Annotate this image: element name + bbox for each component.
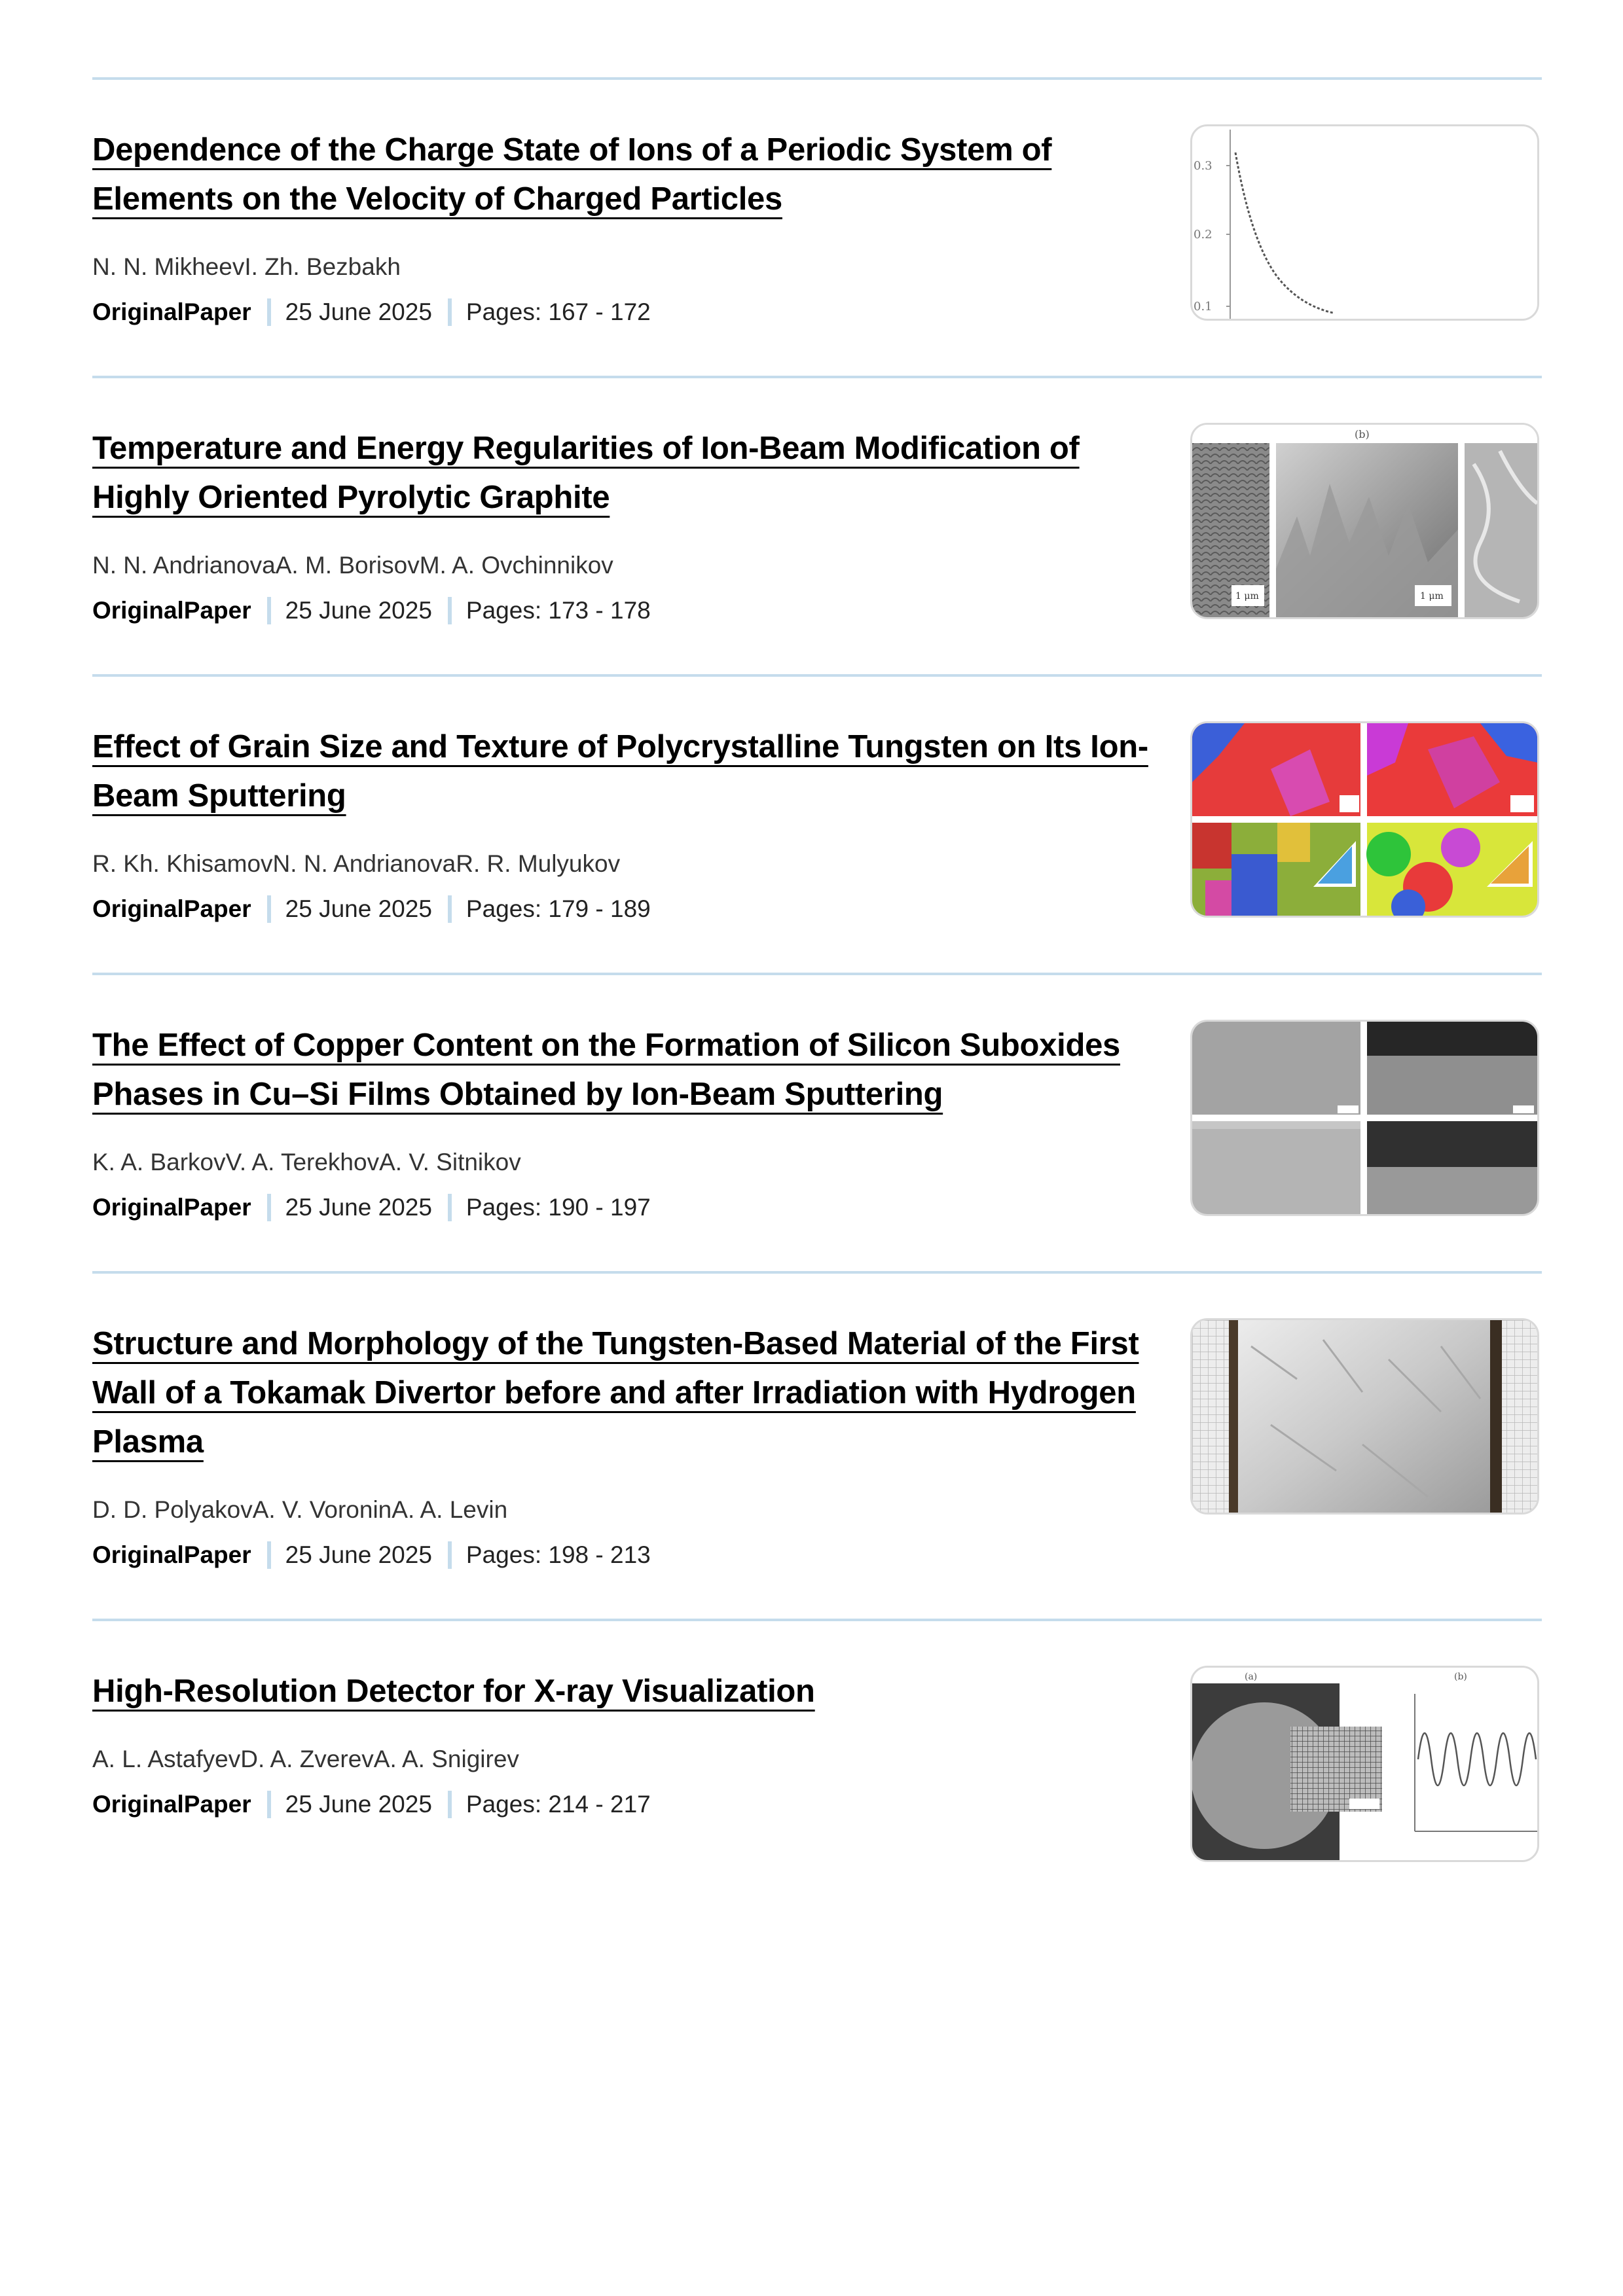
article-type: OriginalPaper bbox=[92, 597, 251, 624]
meta-separator bbox=[448, 298, 452, 326]
tungsten-surface-photo bbox=[1192, 1320, 1537, 1513]
meta-separator bbox=[267, 597, 271, 624]
meta-separator bbox=[448, 1541, 452, 1569]
article-item bbox=[92, 1274, 1542, 1619]
article-date: 25 June 2025 bbox=[285, 597, 432, 624]
article-item bbox=[92, 80, 1542, 376]
article-meta bbox=[92, 298, 1173, 326]
meta-separator bbox=[267, 895, 271, 923]
article-date: 25 June 2025 bbox=[285, 1194, 432, 1221]
article-text bbox=[92, 126, 1173, 326]
article-text bbox=[92, 723, 1173, 923]
meta-separator bbox=[267, 1541, 271, 1569]
article-text bbox=[92, 1021, 1173, 1221]
article-authors: A. L. AstafyevD. A. ZverevA. A. Snigirev bbox=[92, 1746, 519, 1772]
article-thumbnail[interactable] bbox=[1190, 1666, 1539, 1862]
article-item bbox=[92, 975, 1542, 1271]
article-authors: K. A. BarkovV. A. TerekhovA. V. Sitnikov bbox=[92, 1149, 521, 1175]
article-meta bbox=[92, 597, 1173, 624]
xray-detector-image-and-profile bbox=[1192, 1668, 1537, 1860]
article-meta bbox=[92, 895, 1173, 923]
article-title-link[interactable]: Temperature and Energy Regularities of Ion-Beam Modification of Highly Oriented Pyrolytic Graphite bbox=[92, 431, 1080, 515]
article-thumbnail[interactable] bbox=[1190, 721, 1539, 918]
cu-si-film-sem-images bbox=[1192, 1022, 1537, 1214]
meta-separator bbox=[448, 1791, 452, 1818]
article-thumbnail[interactable] bbox=[1190, 1020, 1539, 1216]
charge-state-curve-plot bbox=[1192, 126, 1537, 319]
tick-label: 0.3 bbox=[1194, 159, 1213, 173]
article-thumbnail[interactable] bbox=[1190, 124, 1539, 321]
meta-separator bbox=[448, 895, 452, 923]
article-authors: D. D. PolyakovA. V. VoroninA. A. Levin bbox=[92, 1496, 508, 1523]
article-text bbox=[92, 1319, 1173, 1569]
article-pages: Pages: 179 - 189 bbox=[465, 895, 651, 922]
article-pages: Pages: 173 - 178 bbox=[465, 597, 651, 624]
article-text bbox=[92, 1667, 1173, 1818]
article-title-link[interactable]: The Effect of Copper Content on the Formation of Silicon Suboxides Phases in Cu–Si Films Obtained by Ion-Beam Sputtering bbox=[92, 1028, 1120, 1112]
article-text bbox=[92, 424, 1173, 624]
article-thumbnail[interactable] bbox=[1190, 1318, 1539, 1515]
scale-bar-label: 1 μm bbox=[1235, 591, 1259, 601]
article-title-link[interactable]: Effect of Grain Size and Texture of Polycrystalline Tungsten on Its Ion-Beam Sputtering bbox=[92, 729, 1148, 814]
article-authors: N. N. MikheevI. Zh. Bezbakh bbox=[92, 253, 401, 280]
article-date: 25 June 2025 bbox=[285, 1791, 432, 1818]
panel-label: (b) bbox=[1355, 428, 1370, 440]
article-meta bbox=[92, 1791, 1173, 1818]
article-item bbox=[92, 1621, 1542, 1869]
panel-label: (a) bbox=[1245, 1672, 1258, 1682]
article-meta bbox=[92, 1541, 1173, 1569]
article-authors: R. Kh. KhisamovN. N. AndrianovaR. R. Mulyukov bbox=[92, 850, 621, 877]
article-authors: N. N. AndrianovaA. M. BorisovM. A. Ovchinnikov bbox=[92, 552, 613, 579]
meta-separator bbox=[448, 1194, 452, 1221]
article-item bbox=[92, 378, 1542, 674]
article-list bbox=[92, 77, 1542, 1869]
article-title-link[interactable]: Structure and Morphology of the Tungsten-Based Material of the First Wall of a Tokamak Divertor before and after Irradiation with Hydrogen Plasma bbox=[92, 1326, 1139, 1460]
article-type: OriginalPaper bbox=[92, 298, 251, 325]
article-date: 25 June 2025 bbox=[285, 895, 432, 922]
article-pages: Pages: 190 - 197 bbox=[465, 1194, 651, 1221]
meta-separator bbox=[267, 1791, 271, 1818]
meta-separator bbox=[267, 1194, 271, 1221]
article-meta bbox=[92, 1194, 1173, 1221]
article-title-link[interactable]: High-Resolution Detector for X-ray Visualization bbox=[92, 1674, 815, 1709]
article-pages: Pages: 198 - 213 bbox=[465, 1541, 651, 1568]
article-thumbnail[interactable] bbox=[1190, 423, 1539, 619]
article-type: OriginalPaper bbox=[92, 1791, 251, 1818]
scale-bar-label: 1 μm bbox=[1420, 591, 1444, 601]
article-date: 25 June 2025 bbox=[285, 1541, 432, 1568]
article-type: OriginalPaper bbox=[92, 895, 251, 922]
article-pages: Pages: 167 - 172 bbox=[465, 298, 651, 325]
article-pages: Pages: 214 - 217 bbox=[465, 1791, 651, 1818]
meta-separator bbox=[448, 597, 452, 624]
article-type: OriginalPaper bbox=[92, 1541, 251, 1568]
article-date: 25 June 2025 bbox=[285, 298, 432, 325]
tick-label: 0.2 bbox=[1194, 228, 1213, 242]
panel-label: (b) bbox=[1454, 1672, 1467, 1682]
tungsten-ebsd-maps bbox=[1192, 723, 1537, 916]
article-item bbox=[92, 677, 1542, 973]
article-title-link[interactable]: Dependence of the Charge State of Ions of a Periodic System of Elements on the Velocity of Charged Particles bbox=[92, 132, 1052, 217]
graphite-sem-micrographs bbox=[1192, 425, 1537, 617]
article-type: OriginalPaper bbox=[92, 1194, 251, 1221]
tick-label: 0.1 bbox=[1194, 300, 1213, 314]
meta-separator bbox=[267, 298, 271, 326]
